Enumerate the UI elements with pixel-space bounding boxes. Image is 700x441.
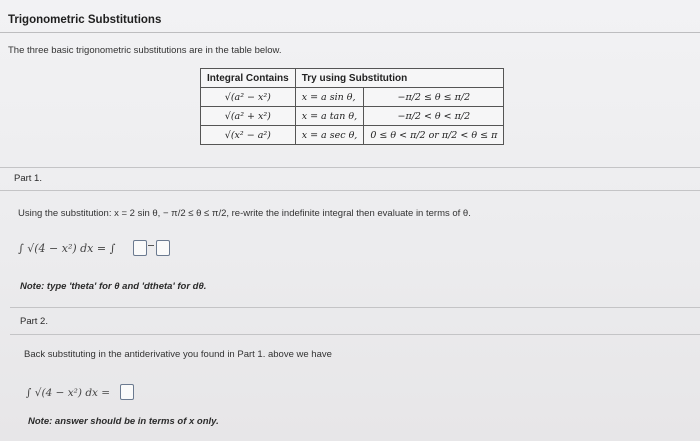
table-cell-range: 0 ≤ θ < π/2 or π/2 < θ ≤ π bbox=[364, 126, 504, 145]
table-cell-integral: √(a² + x²) bbox=[201, 107, 296, 126]
part2-instruction: Back substituting in the antiderivative you found in Part 1. above we have bbox=[24, 349, 332, 360]
part1-equation bbox=[18, 236, 115, 260]
part2-label: Part 2. bbox=[20, 316, 48, 327]
part1-answer-input-1[interactable] bbox=[133, 240, 147, 256]
part1-integral-expression: ∫ √(4 − x²) dx = ∫ bbox=[18, 242, 116, 255]
table-cell-range: −π/2 ≤ θ ≤ π/2 bbox=[364, 88, 504, 107]
page-title: Trigonometric Substitutions bbox=[8, 14, 162, 26]
part2-answer-input[interactable] bbox=[120, 384, 134, 400]
title-divider bbox=[0, 32, 700, 33]
part2-header bbox=[10, 307, 700, 335]
part1-note: Note: type 'theta' for θ and 'dtheta' for dθ. bbox=[20, 281, 207, 292]
table-cell-substitution: x = a tan θ, bbox=[295, 107, 364, 126]
intro-text: The three basic trigonometric substitutions are in the table below. bbox=[8, 45, 282, 56]
part1-answer-input-2[interactable] bbox=[156, 240, 170, 256]
table-row bbox=[201, 107, 504, 126]
substitution-table bbox=[200, 68, 504, 145]
table-cell-substitution: x = a sec θ, bbox=[295, 126, 364, 145]
table-cell-range: −π/2 < θ < π/2 bbox=[364, 107, 504, 126]
part2-equation bbox=[26, 380, 110, 402]
table-row bbox=[201, 88, 504, 107]
table-cell-integral: √(x² − a²) bbox=[201, 126, 296, 145]
part2-note: Note: answer should be in terms of x only. bbox=[28, 416, 219, 427]
part1-label: Part 1. bbox=[14, 173, 42, 184]
minus-sign bbox=[148, 245, 154, 246]
table-header-substitution: Try using Substitution bbox=[295, 69, 504, 88]
table-row bbox=[201, 126, 504, 145]
part1-header bbox=[0, 167, 700, 191]
part2-integral-expression: ∫ √(4 − x²) dx = bbox=[26, 387, 111, 399]
table-cell-substitution: x = a sin θ, bbox=[295, 88, 364, 107]
table-header-integral: Integral Contains bbox=[201, 69, 296, 88]
part1-instruction: Using the substitution: x = 2 sin θ, − π/2 ≤ θ ≤ π/2, re-write the indefinite integral then evaluate in terms of θ. bbox=[18, 208, 471, 219]
table-cell-integral: √(a² − x²) bbox=[201, 88, 296, 107]
table-header-row bbox=[201, 69, 504, 88]
